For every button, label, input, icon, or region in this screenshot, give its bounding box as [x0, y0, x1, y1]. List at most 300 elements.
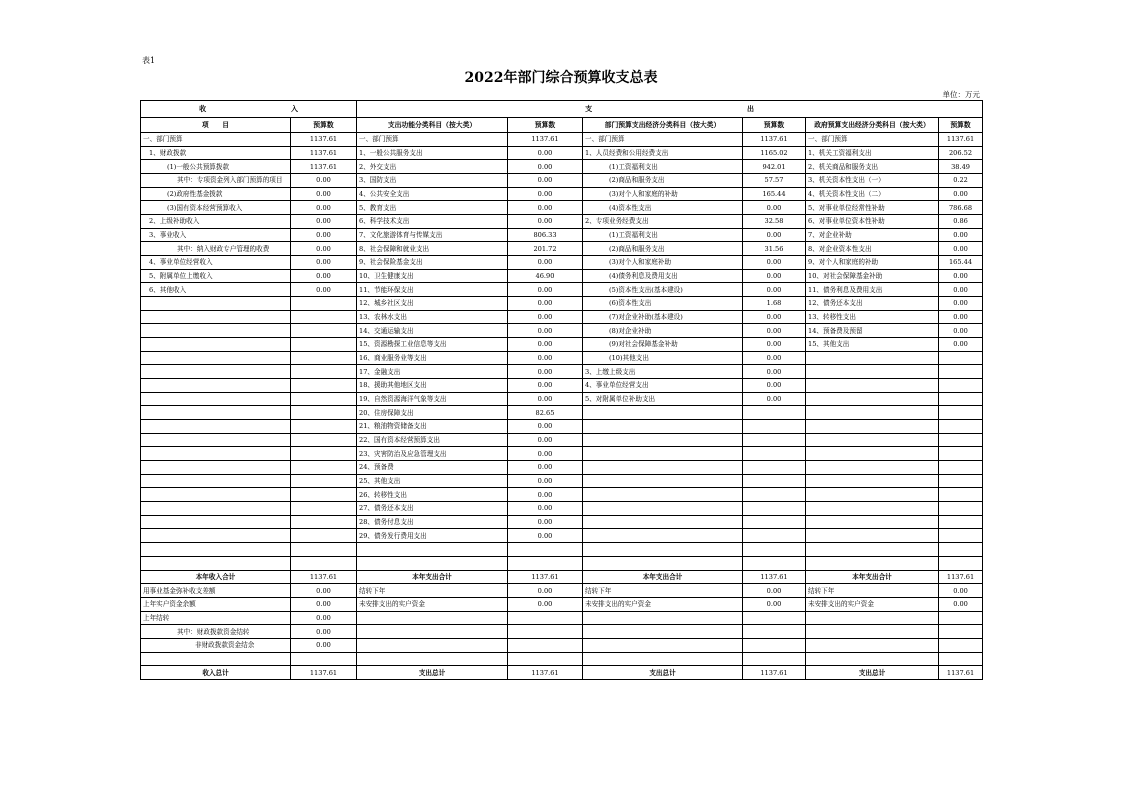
income-amount-cell: 0.00: [291, 283, 357, 297]
header-income-amount: 预算数: [291, 118, 357, 133]
gov-economic-item-cell: 3、机关资本性支出（一）: [806, 174, 939, 188]
gov-economic-amount-cell: 1137.61: [939, 570, 983, 584]
income-item-cell: (3)国有资本经营预算收入: [141, 201, 291, 215]
dept-economic-item-cell: (2)商品和服务支出: [583, 174, 743, 188]
gov-economic-item-cell: 4、机关资本性支出（二）: [806, 187, 939, 201]
column-header-row: [141, 118, 983, 133]
dept-economic-amount-cell: [743, 406, 806, 420]
gov-economic-amount-cell: 0.22: [939, 174, 983, 188]
dept-economic-amount-cell: 0.00: [743, 597, 806, 611]
income-item-cell: 本年收入合计: [141, 570, 291, 584]
functional-item-cell: 22、国有资本经营预算支出: [357, 433, 508, 447]
functional-item-cell: 14、交通运输支出: [357, 324, 508, 338]
table-row: [141, 543, 983, 557]
table-row: [141, 324, 983, 338]
table-row: [141, 146, 983, 160]
table-row: [141, 256, 983, 270]
functional-item-cell: 12、城乡社区支出: [357, 297, 508, 311]
dept-economic-amount-cell: 0.00: [743, 228, 806, 242]
gov-economic-item-cell: [806, 556, 939, 570]
income-amount-cell: 0.00: [291, 625, 357, 639]
functional-item-cell: 25、其他支出: [357, 474, 508, 488]
dept-economic-amount-cell: 0.00: [743, 584, 806, 598]
functional-amount-cell: 0.00: [508, 174, 583, 188]
gov-economic-item-cell: 15、其他支出: [806, 338, 939, 352]
functional-item-cell: 20、住房保障支出: [357, 406, 508, 420]
functional-amount-cell: 0.00: [508, 597, 583, 611]
income-item-cell: 收入总计: [141, 666, 291, 680]
gov-economic-amount-cell: 0.00: [939, 283, 983, 297]
table-row: [141, 515, 983, 529]
dept-economic-item-cell: 支出总计: [583, 666, 743, 680]
dept-economic-item-cell: (1)工资福利支出: [583, 160, 743, 174]
dept-economic-item-cell: (9)对社会保障基金补助: [583, 338, 743, 352]
functional-amount-cell: [508, 638, 583, 652]
table-row: [141, 638, 983, 652]
dept-economic-item-cell: [583, 652, 743, 666]
income-amount-cell: [291, 420, 357, 434]
table-row: [141, 584, 983, 598]
gov-economic-item-cell: [806, 433, 939, 447]
functional-amount-cell: 0.00: [508, 365, 583, 379]
income-amount-cell: 0.00: [291, 584, 357, 598]
income-item-cell: 其中：专项资金列入部门预算的项目: [141, 174, 291, 188]
income-amount-cell: 0.00: [291, 201, 357, 215]
dept-economic-item-cell: [583, 529, 743, 543]
table-row: [141, 215, 983, 229]
expense-group-label-1: 支: [585, 104, 593, 113]
gov-economic-amount-cell: [939, 543, 983, 557]
functional-item-cell: 结转下年: [357, 584, 508, 598]
income-item-cell: 其中：纳入财政专户管理的收费: [141, 242, 291, 256]
dept-economic-amount-cell: 0.00: [743, 338, 806, 352]
table-row: [141, 474, 983, 488]
functional-amount-cell: 0.00: [508, 215, 583, 229]
header-functional-amount: 预算数: [508, 118, 583, 133]
functional-amount-cell: 201.72: [508, 242, 583, 256]
gov-economic-amount-cell: [939, 351, 983, 365]
functional-item-cell: 18、援助其他地区支出: [357, 379, 508, 393]
gov-economic-amount-cell: [939, 638, 983, 652]
functional-amount-cell: 0.00: [508, 420, 583, 434]
dept-economic-item-cell: (3)对个人和家庭的补助: [583, 187, 743, 201]
header-dept-economic-category: 部门预算支出经济分类科目（按大类）: [583, 118, 743, 133]
dept-economic-item-cell: 本年支出合计: [583, 570, 743, 584]
dept-economic-amount-cell: 0.00: [743, 324, 806, 338]
dept-economic-item-cell: 1、人员经费和公用经费支出: [583, 146, 743, 160]
functional-item-cell: [357, 556, 508, 570]
header-gov-economic-amount: 预算数: [939, 118, 983, 133]
income-item-cell: [141, 392, 291, 406]
header-dept-economic-amount: 预算数: [743, 118, 806, 133]
gov-economic-amount-cell: 0.00: [939, 324, 983, 338]
functional-item-cell: 17、金融支出: [357, 365, 508, 379]
functional-amount-cell: 0.00: [508, 474, 583, 488]
gov-economic-amount-cell: [939, 529, 983, 543]
table-row: [141, 160, 983, 174]
functional-amount-cell: 0.00: [508, 379, 583, 393]
functional-amount-cell: 0.00: [508, 160, 583, 174]
functional-item-cell: [357, 611, 508, 625]
income-item-cell: [141, 556, 291, 570]
dept-economic-amount-cell: [743, 461, 806, 475]
functional-amount-cell: 82.65: [508, 406, 583, 420]
table-row: [141, 283, 983, 297]
functional-item-cell: 支出总计: [357, 666, 508, 680]
gov-economic-item-cell: [806, 365, 939, 379]
income-item-cell: [141, 420, 291, 434]
dept-economic-item-cell: [583, 447, 743, 461]
dept-economic-amount-cell: 942.01: [743, 160, 806, 174]
income-item-cell: 1、财政拨款: [141, 146, 291, 160]
dept-economic-item-cell: 一、部门预算: [583, 133, 743, 147]
functional-item-cell: 5、教育支出: [357, 201, 508, 215]
gov-economic-item-cell: 13、转移性支出: [806, 310, 939, 324]
functional-amount-cell: 0.00: [508, 584, 583, 598]
dept-economic-amount-cell: 1137.61: [743, 666, 806, 680]
gov-economic-item-cell: 5、对事业单位经常性补助: [806, 201, 939, 215]
income-amount-cell: [291, 488, 357, 502]
dept-economic-item-cell: (10)其他支出: [583, 351, 743, 365]
dept-economic-amount-cell: 1.68: [743, 297, 806, 311]
functional-item-cell: 11、节能环保支出: [357, 283, 508, 297]
functional-amount-cell: 0.00: [508, 529, 583, 543]
table-row: [141, 461, 983, 475]
functional-item-cell: 16、商业服务业等支出: [357, 351, 508, 365]
functional-item-cell: 9、社会保险基金支出: [357, 256, 508, 270]
dept-economic-amount-cell: 1137.61: [743, 570, 806, 584]
functional-amount-cell: [508, 652, 583, 666]
income-amount-cell: [291, 338, 357, 352]
dept-economic-amount-cell: 0.00: [743, 379, 806, 393]
functional-amount-cell: 1137.61: [508, 133, 583, 147]
table-row: [141, 228, 983, 242]
gov-economic-item-cell: [806, 652, 939, 666]
functional-item-cell: 4、公共安全支出: [357, 187, 508, 201]
gov-economic-item-cell: 12、债务还本支出: [806, 297, 939, 311]
dept-economic-amount-cell: [743, 652, 806, 666]
income-item-cell: 上年实户资金余额: [141, 597, 291, 611]
dept-economic-item-cell: [583, 638, 743, 652]
functional-amount-cell: 0.00: [508, 187, 583, 201]
gov-economic-item-cell: [806, 488, 939, 502]
functional-amount-cell: 0.00: [508, 433, 583, 447]
income-amount-cell: [291, 324, 357, 338]
income-item-cell: [141, 379, 291, 393]
income-item-cell: [141, 488, 291, 502]
income-item-cell: 其中：财政拨款资金结转: [141, 625, 291, 639]
dept-economic-amount-cell: 0.00: [743, 269, 806, 283]
income-amount-cell: 0.00: [291, 638, 357, 652]
dept-economic-item-cell: (8)对企业补助: [583, 324, 743, 338]
gov-economic-item-cell: [806, 625, 939, 639]
table-number: 表1: [142, 56, 156, 65]
income-amount-cell: [291, 297, 357, 311]
group-header-row: [141, 101, 983, 118]
table-row: [141, 379, 983, 393]
gov-economic-amount-cell: 0.86: [939, 215, 983, 229]
dept-economic-amount-cell: 57.57: [743, 174, 806, 188]
gov-economic-amount-cell: [939, 652, 983, 666]
gov-economic-item-cell: [806, 502, 939, 516]
functional-amount-cell: 0.00: [508, 515, 583, 529]
gov-economic-item-cell: [806, 638, 939, 652]
dept-economic-amount-cell: [743, 433, 806, 447]
gov-economic-amount-cell: [939, 433, 983, 447]
income-item-cell: [141, 461, 291, 475]
functional-amount-cell: [508, 543, 583, 557]
expense-group-label-2: 出: [746, 104, 754, 113]
income-item-cell: 3、事业收入: [141, 228, 291, 242]
income-item-cell: [141, 297, 291, 311]
dept-economic-amount-cell: 0.00: [743, 256, 806, 270]
functional-item-cell: 8、社会保障和就业支出: [357, 242, 508, 256]
gov-economic-amount-cell: [939, 392, 983, 406]
income-item-cell: 上年结转: [141, 611, 291, 625]
gov-economic-item-cell: 一、部门预算: [806, 133, 939, 147]
functional-item-cell: 27、债务还本支出: [357, 502, 508, 516]
gov-economic-amount-cell: 165.44: [939, 256, 983, 270]
gov-economic-amount-cell: [939, 611, 983, 625]
functional-item-cell: 10、卫生健康支出: [357, 269, 508, 283]
dept-economic-item-cell: 5、对附属单位补助支出: [583, 392, 743, 406]
dept-economic-item-cell: [583, 406, 743, 420]
dept-economic-item-cell: [583, 611, 743, 625]
table-row: [141, 502, 983, 516]
total-row: [141, 570, 983, 584]
table-row: [141, 242, 983, 256]
functional-amount-cell: 0.00: [508, 283, 583, 297]
functional-item-cell: 19、自然资源海洋气象等支出: [357, 392, 508, 406]
dept-economic-item-cell: [583, 515, 743, 529]
table-row: [141, 556, 983, 570]
income-amount-cell: [291, 351, 357, 365]
functional-item-cell: 21、粮油物资储备支出: [357, 420, 508, 434]
dept-economic-item-cell: [583, 625, 743, 639]
income-item-cell: 5、附属单位上缴收入: [141, 269, 291, 283]
income-amount-cell: [291, 365, 357, 379]
dept-economic-item-cell: (7)对企业补助(基本建设): [583, 310, 743, 324]
income-amount-cell: [291, 543, 357, 557]
budget-summary-table: [140, 100, 983, 680]
gov-economic-item-cell: 6、对事业单位资本性补助: [806, 215, 939, 229]
income-item-cell: [141, 447, 291, 461]
income-item-cell: [141, 338, 291, 352]
functional-item-cell: 29、债务发行费用支出: [357, 529, 508, 543]
total-row: [141, 666, 983, 680]
income-amount-cell: 1137.61: [291, 160, 357, 174]
gov-economic-amount-cell: 0.00: [939, 597, 983, 611]
gov-economic-amount-cell: [939, 365, 983, 379]
gov-economic-amount-cell: [939, 420, 983, 434]
dept-economic-item-cell: [583, 474, 743, 488]
page-title: 2022年部门综合预算收支总表: [464, 70, 658, 86]
dept-economic-item-cell: (1)工资福利支出: [583, 228, 743, 242]
gov-economic-amount-cell: [939, 474, 983, 488]
income-amount-cell: [291, 502, 357, 516]
table-row: [141, 529, 983, 543]
gov-economic-amount-cell: [939, 556, 983, 570]
gov-economic-item-cell: [806, 406, 939, 420]
gov-economic-amount-cell: [939, 488, 983, 502]
gov-economic-amount-cell: 0.00: [939, 584, 983, 598]
income-amount-cell: [291, 652, 357, 666]
income-amount-cell: 0.00: [291, 215, 357, 229]
dept-economic-amount-cell: [743, 625, 806, 639]
functional-item-cell: 15、资源勘探工业信息等支出: [357, 338, 508, 352]
functional-item-cell: 1、一般公共服务支出: [357, 146, 508, 160]
income-item-cell: [141, 652, 291, 666]
dept-economic-item-cell: (3)对个人和家庭补助: [583, 256, 743, 270]
dept-economic-item-cell: 4、事业单位经营支出: [583, 379, 743, 393]
gov-economic-item-cell: [806, 611, 939, 625]
table-row: [141, 365, 983, 379]
table-row: [141, 652, 983, 666]
dept-economic-amount-cell: 0.00: [743, 310, 806, 324]
income-amount-cell: 0.00: [291, 256, 357, 270]
gov-economic-item-cell: 结转下年: [806, 584, 939, 598]
income-amount-cell: 0.00: [291, 611, 357, 625]
dept-economic-item-cell: [583, 488, 743, 502]
gov-economic-item-cell: 8、对企业资本性支出: [806, 242, 939, 256]
dept-economic-item-cell: [583, 556, 743, 570]
dept-economic-item-cell: 结转下年: [583, 584, 743, 598]
gov-economic-item-cell: 11、债务利息及费用支出: [806, 283, 939, 297]
functional-amount-cell: 46.90: [508, 269, 583, 283]
income-amount-cell: [291, 529, 357, 543]
table-row: [141, 133, 983, 147]
dept-economic-item-cell: 3、上缴上级支出: [583, 365, 743, 379]
gov-economic-amount-cell: 0.00: [939, 228, 983, 242]
income-item-cell: (2)政府性基金拨款: [141, 187, 291, 201]
gov-economic-item-cell: 2、机关商品和服务支出: [806, 160, 939, 174]
functional-item-cell: [357, 638, 508, 652]
table-row: [141, 611, 983, 625]
functional-item-cell: [357, 625, 508, 639]
dept-economic-amount-cell: [743, 529, 806, 543]
gov-economic-amount-cell: 0.00: [939, 310, 983, 324]
gov-economic-amount-cell: 1137.61: [939, 133, 983, 147]
dept-economic-amount-cell: 0.00: [743, 365, 806, 379]
table-row: [141, 310, 983, 324]
functional-item-cell: 一、部门预算: [357, 133, 508, 147]
header-gov-economic-category: 政府预算支出经济分类科目（按大类）: [806, 118, 939, 133]
gov-economic-amount-cell: 0.00: [939, 187, 983, 201]
unit-label: 单位：万元: [942, 90, 980, 99]
gov-economic-item-cell: [806, 351, 939, 365]
functional-item-cell: 3、国防支出: [357, 174, 508, 188]
table-row: [141, 406, 983, 420]
gov-economic-amount-cell: [939, 515, 983, 529]
functional-item-cell: 28、债务付息支出: [357, 515, 508, 529]
dept-economic-amount-cell: [743, 502, 806, 516]
dept-economic-amount-cell: 0.00: [743, 392, 806, 406]
gov-economic-amount-cell: [939, 625, 983, 639]
income-amount-cell: 0.00: [291, 597, 357, 611]
gov-economic-amount-cell: [939, 502, 983, 516]
dept-economic-amount-cell: [743, 515, 806, 529]
dept-economic-amount-cell: [743, 543, 806, 557]
dept-economic-amount-cell: 1137.61: [743, 133, 806, 147]
income-amount-cell: [291, 406, 357, 420]
gov-economic-item-cell: 9、对个人和家庭的补助: [806, 256, 939, 270]
dept-economic-item-cell: 2、专项业务经费支出: [583, 215, 743, 229]
gov-economic-item-cell: [806, 515, 939, 529]
functional-item-cell: 未安排支出的实户资金: [357, 597, 508, 611]
income-item-cell: [141, 543, 291, 557]
dept-economic-amount-cell: 165.44: [743, 187, 806, 201]
table-row: [141, 174, 983, 188]
functional-amount-cell: 1137.61: [508, 570, 583, 584]
functional-item-cell: 13、农林水支出: [357, 310, 508, 324]
functional-amount-cell: 0.00: [508, 201, 583, 215]
functional-amount-cell: 0.00: [508, 256, 583, 270]
header-income-item: 项 目: [141, 118, 291, 133]
table-row: [141, 338, 983, 352]
dept-economic-amount-cell: 0.00: [743, 351, 806, 365]
income-item-cell: [141, 433, 291, 447]
income-amount-cell: 1137.61: [291, 146, 357, 160]
income-item-cell: [141, 502, 291, 516]
dept-economic-item-cell: (6)资本性支出: [583, 297, 743, 311]
gov-economic-item-cell: 本年支出合计: [806, 570, 939, 584]
gov-economic-item-cell: [806, 461, 939, 475]
gov-economic-item-cell: 14、预备费及预留: [806, 324, 939, 338]
dept-economic-amount-cell: [743, 488, 806, 502]
functional-amount-cell: 0.00: [508, 324, 583, 338]
gov-economic-amount-cell: [939, 447, 983, 461]
table-row: [141, 201, 983, 215]
dept-economic-item-cell: 未安排支出的实户资金: [583, 597, 743, 611]
gov-economic-amount-cell: 0.00: [939, 269, 983, 283]
income-item-cell: (1)一般公共预算拨款: [141, 160, 291, 174]
table-row: [141, 488, 983, 502]
dept-economic-amount-cell: 0.00: [743, 283, 806, 297]
income-amount-cell: [291, 433, 357, 447]
gov-economic-item-cell: [806, 543, 939, 557]
gov-economic-item-cell: 10、对社会保障基金补助: [806, 269, 939, 283]
income-amount-cell: 1137.61: [291, 666, 357, 680]
income-item-cell: 一、部门预算: [141, 133, 291, 147]
income-amount-cell: [291, 379, 357, 393]
dept-economic-amount-cell: [743, 638, 806, 652]
dept-economic-amount-cell: [743, 420, 806, 434]
income-item-cell: 4、事业单位经营收入: [141, 256, 291, 270]
income-item-cell: [141, 310, 291, 324]
header-functional-category: 支出功能分类科目（按大类）: [357, 118, 508, 133]
income-amount-cell: [291, 392, 357, 406]
functional-amount-cell: 0.00: [508, 502, 583, 516]
dept-economic-item-cell: (4)债务利息及费用支出: [583, 269, 743, 283]
gov-economic-item-cell: 1、机关工资福利支出: [806, 146, 939, 160]
table-row: [141, 625, 983, 639]
income-item-cell: 6、其他收入: [141, 283, 291, 297]
income-item-cell: 2、上级补助收入: [141, 215, 291, 229]
functional-amount-cell: 0.00: [508, 392, 583, 406]
table-row: [141, 187, 983, 201]
functional-amount-cell: 0.00: [508, 461, 583, 475]
table-row: [141, 597, 983, 611]
dept-economic-amount-cell: [743, 447, 806, 461]
dept-economic-item-cell: [583, 502, 743, 516]
dept-economic-item-cell: (4)资本性支出: [583, 201, 743, 215]
gov-economic-amount-cell: 0.00: [939, 242, 983, 256]
gov-economic-amount-cell: 786.68: [939, 201, 983, 215]
income-amount-cell: 0.00: [291, 269, 357, 283]
functional-item-cell: 24、预备费: [357, 461, 508, 475]
gov-economic-item-cell: [806, 420, 939, 434]
gov-economic-item-cell: [806, 379, 939, 393]
